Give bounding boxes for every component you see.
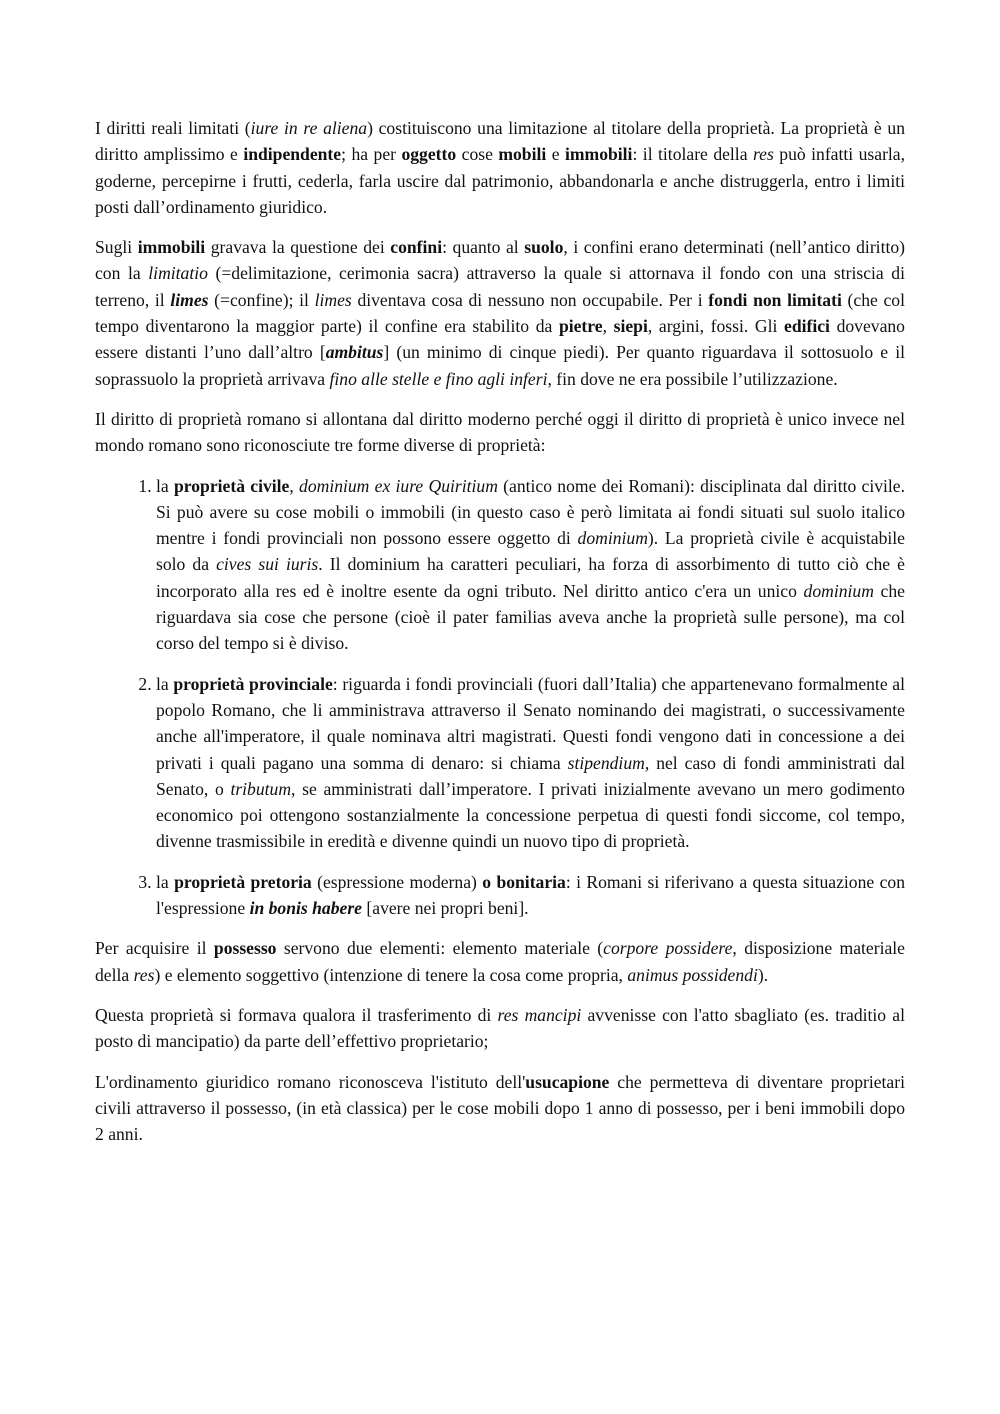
list-item-provincial-ownership [156,671,905,855]
bold-term: edifici [784,316,830,337]
bold-term: suolo [524,237,564,258]
text-run: , [602,316,614,337]
text-run: diventava cosa di nessuno non occupabile. Per i [351,289,709,310]
italic-term: dominium [577,528,648,549]
bold-term: fondi non limitati [708,289,842,310]
text-run: ) e elemento soggettivo (intenzione di tenere la cosa come propria, [154,964,628,985]
italic-term: res mancipi [497,1004,582,1025]
text-run: , se amministrati dall’imperatore. I privati inizialmente avevano un mero godimento economico poi ottengono sostanzialmente la concessione perpetua di questi fondi siccome, col tempo, divenne trasmissibile in eredità e divenne quindi un nuovo tipo di proprietà. [156,778,905,852]
italic-term: iure in re aliena [250,118,368,138]
bold-term: immobili [137,237,206,258]
paragraph-ownership-forms-intro [95,406,905,459]
text-run: Sugli [95,237,138,258]
document-page [95,115,905,1161]
bold-term: immobili [565,144,633,165]
text-run: ). [757,964,769,985]
paragraph-usucapione [95,1069,905,1148]
bold-term: mobili [498,144,547,165]
text-run: , fin dove ne era possibile l’utilizzazione. [547,368,838,389]
text-run: , [289,475,300,496]
text-run: può infatti usarla, goderne, percepirne i frutti, cederla, farla uscire dal patrimonio, abbandonarla e anche distruggerla, entro i limiti posti dall’ordinamento giuridico. [95,144,906,217]
italic-term: stipendium, [567,752,650,773]
italic-term: limitatio [148,263,208,284]
italic-term: corpore possidere [603,938,733,959]
list-item-civil-ownership [156,473,905,657]
bold-italic-term: ambitus [325,342,384,363]
text-run: gravava la questione dei [205,237,391,258]
text-run: Per acquisire il [95,938,214,959]
italic-term: dominium [803,580,874,601]
bold-term: o bonitaria [482,871,566,892]
text-run: [avere nei propri beni]. [362,898,529,919]
text-run: ). La proprietà civile è acquistabile solo da [156,528,905,575]
text-run: avvenisse con l'atto sbagliato (es. traditio al posto di mancipatio) da parte dell’effettivo proprietario; [95,1004,906,1052]
italic-term: limes [314,289,352,310]
text-run: nel caso di fondi amministrati dal Senato, o [156,752,905,799]
text-run: : il titolare della [632,144,753,165]
italic-term: animus possidendi [627,964,758,985]
list-item-praetorian-ownership [156,869,905,922]
italic-term: fino alle stelle e fino agli inferi [329,368,548,389]
text-run: servono due elementi: elemento materiale ( [276,938,604,959]
bold-term: oggetto [401,144,457,165]
italic-term: res [752,144,774,165]
text-run: Questa proprietà si formava qualora il trasferimento di [95,1004,498,1025]
text-run: ] (un minimo di cinque piedi). Per quanto riguardava il sottosuolo e il soprassuolo la proprietà arrivava [95,342,905,389]
text-run: I diritti reali limitati ( [95,118,251,138]
text-run: la [156,673,174,694]
italic-term: tributum [230,778,292,799]
bold-term: confini [390,237,443,258]
text-run: : quanto al [442,237,525,258]
paragraph-possession [95,935,905,988]
text-run: (=confine); il [208,289,315,310]
bold-term: proprietà pretoria [174,871,312,892]
text-run: che riguardava sia cose che persone (cioè il pater familias aveva anche la proprietà sulle persone), ma col corso del tempo si è diviso. [156,580,905,654]
text-run: . Il dominium ha caratteri peculiari, ha forza di assorbimento di tutto ciò che è incorporato alla res ed è inoltre esente da ogni tributo. Nel diritto antico c'era un unico [156,554,905,601]
text-run: : i Romani si riferivano a questa situazione con l'espressione [156,871,905,919]
text-run: (=delimitazione, cerimonia sacra) attraverso la quale si attornava il fondo con una striscia di terreno, il [95,263,905,310]
bold-term: siepi [613,316,648,337]
bold-italic-term: in bonis habere [249,898,362,919]
text-run: : riguarda i fondi provinciali (fuori dall’Italia) che appartenevano formalmente al popolo Romano, che li amministrava attraverso il Senato nominando dei magistrati, o successivamente anche all'imperatore, il quale nominava altri magistrati. Questi fondi vengono dati in concessione a dei privati i quali pagano una somma di denaro: si chiama [156,673,905,773]
bold-term: usucapione [525,1071,610,1092]
text-run: (antico nome dei Romani): disciplinata dal diritto civile. Si può avere su cose mobili o immobili (in questo caso è però limitata ai fondi situati sul suolo italico mentre i fondi provinciali non possono essere oggetto di [156,475,906,549]
bold-italic-term: limes [170,289,209,310]
text-run: ) costituiscono una limitazione al titolare della proprietà. La proprietà è un diritto amplissimo e [95,118,906,165]
ownership-forms-list [95,473,905,922]
text-run: , i confini erano determinati (nell’antico diritto) con la [95,237,905,284]
text-run: cose [456,144,499,165]
text-run: dovevano essere distanti l’uno dall’altro [ [95,316,905,363]
bold-term: possesso [213,938,277,959]
bold-term: indipendente [243,144,342,165]
bold-term: proprietà civile [173,475,290,496]
italic-term: dominium ex iure Quiritium [299,475,498,496]
text-run: (che col tempo diventarono la maggior parte) il confine era stabilito da [95,289,905,337]
italic-term: cives sui iuris [216,554,319,575]
text-run: la [156,475,174,496]
bold-term: pietre [558,316,603,337]
text-run: ; ha per [341,144,402,165]
paragraph-real-rights [95,115,905,220]
text-run: L'ordinamento giuridico romano riconosceva l'istituto dell' [95,1071,526,1092]
paragraph-boundaries [95,234,905,392]
italic-term: res [133,964,155,985]
text-run: che permetteva di diventare proprietari civili attraverso il possesso, (in età classica) per le cose mobili dopo 1 anno di possesso, per i beni immobili dopo 2 anni. [95,1071,905,1145]
text-run: e [546,144,565,165]
text-run: , argini, fossi. Gli [647,316,785,337]
bold-term: proprietà provinciale [173,673,333,694]
text-run: Il diritto di proprietà romano si allontana dal diritto moderno perché oggi il diritto di proprietà è unico invece nel mondo romano sono riconosciute tre forme diverse di proprietà: [95,408,905,456]
text-run: , disposizione materiale della [95,938,905,985]
paragraph-res-mancipi [95,1002,905,1055]
text-run: (espressione moderna) [311,871,483,892]
text-run: la [156,871,175,892]
